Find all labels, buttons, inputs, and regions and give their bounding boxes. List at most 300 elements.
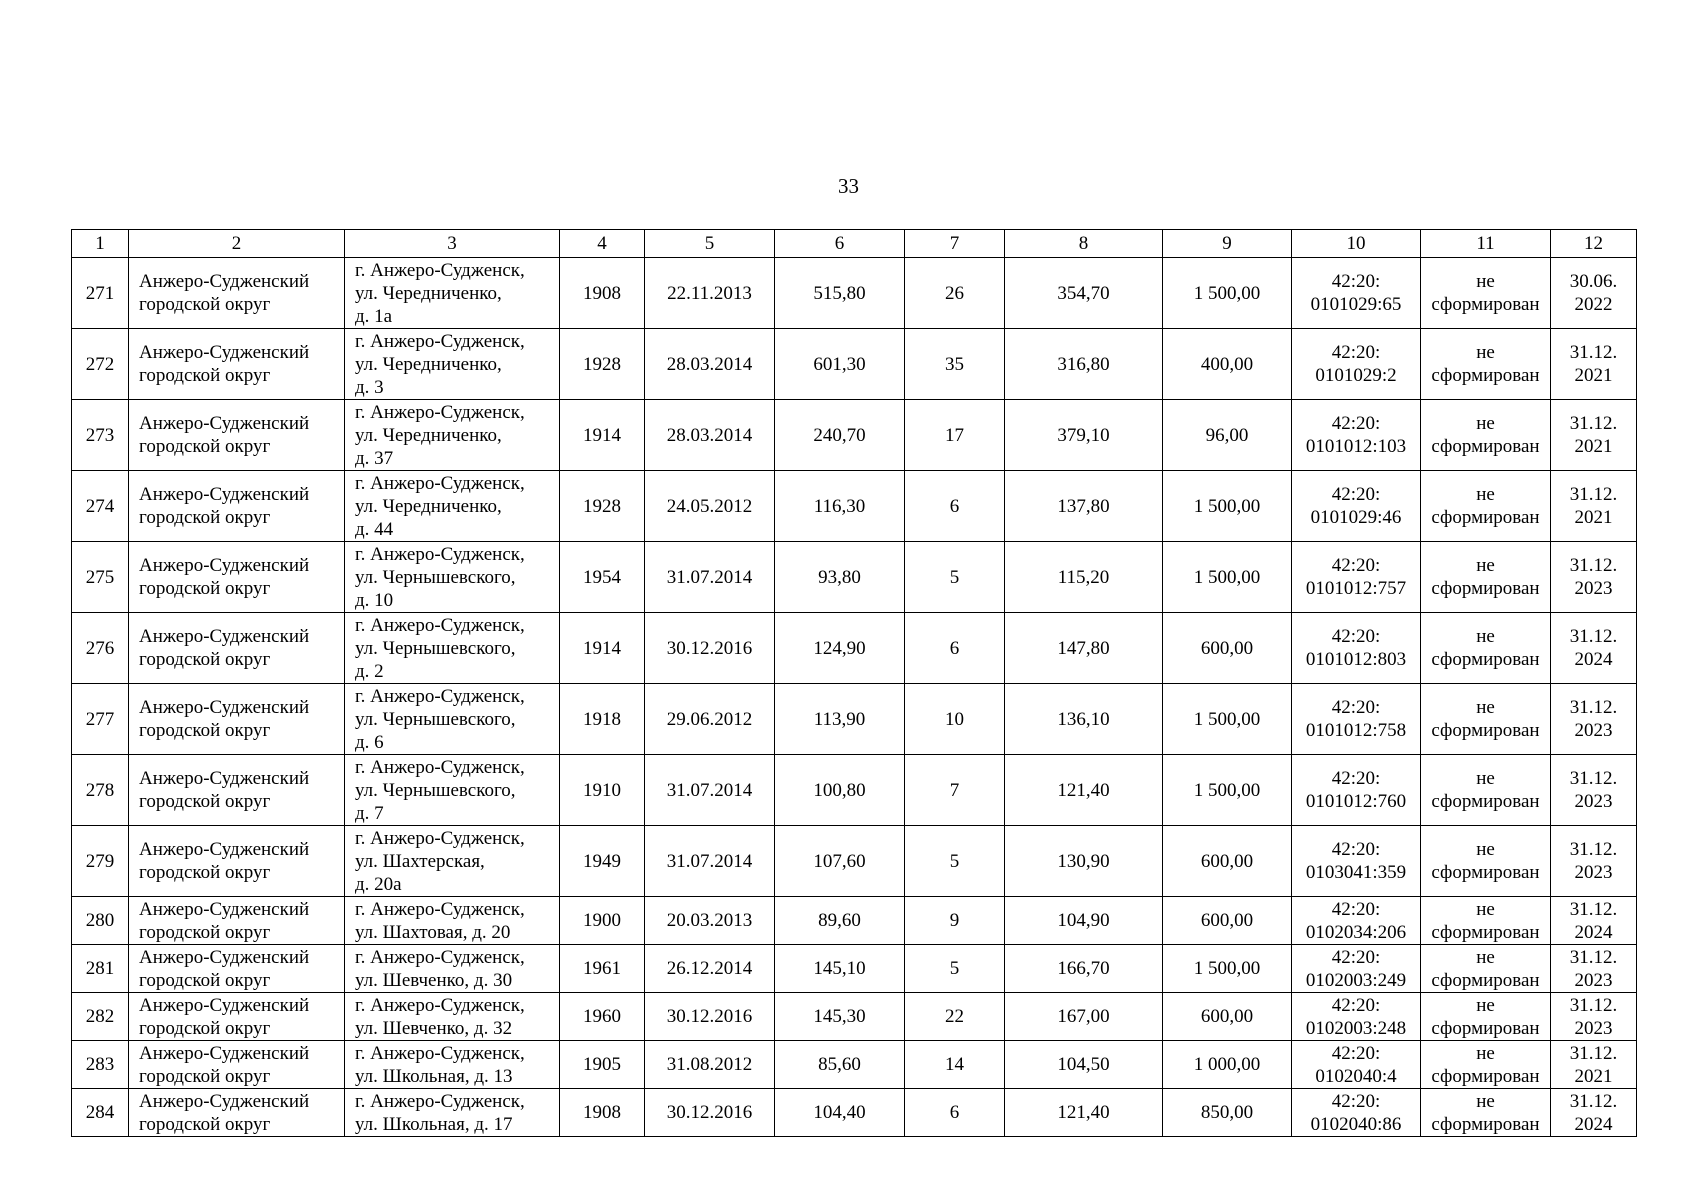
column-number: 3 [345,230,560,258]
cell-address-line: д. 7 [355,802,384,824]
column-number: 12 [1551,230,1637,258]
cell-address-line: ул. Чернышевского, [355,637,516,659]
cell-address-line: ул. Чернышевского, [355,779,516,801]
cell-area: 124,90 [775,613,905,684]
cell-municipality-line: городской округ [139,578,271,599]
cell-status-line: сформирован [1431,294,1540,315]
cell-cadastral-number [1292,684,1421,755]
cell-cadastral-number-line: 0102003:249 [1305,969,1407,991]
cell-status [1421,258,1551,329]
cell-deadline [1551,897,1637,945]
cell-cadastral-number [1292,329,1421,400]
cell-address [345,400,560,471]
cell-address-line: г. Анжеро-Судженск, [355,756,525,778]
cell-municipality-line: городской округ [139,1017,271,1039]
cell-residents: 6 [905,471,1005,542]
cell-cadastral-number-line: 42:20: [1331,946,1381,968]
cell-date: 31.07.2014 [645,826,775,897]
cell-deadline-line: 2021 [1574,1065,1613,1087]
cell-address-line: г. Анжеро-Судженск, [355,685,525,707]
cell-residents: 35 [905,329,1005,400]
cell-cadastral-number-line: 42:20: [1331,898,1381,920]
cell-address [345,897,560,945]
cell-number: 277 [72,684,129,755]
table-row [72,613,1637,684]
cell-address-line: д. 44 [355,518,394,540]
cell-col8: 354,70 [1005,258,1163,329]
cell-address-line: г. Анжеро-Судженск, [355,1090,525,1112]
cell-residents: 6 [905,1089,1005,1137]
cell-municipality [129,258,345,329]
cell-address-line: ул. Школьная, д. 13 [355,1065,513,1087]
cell-cadastral-number-line: 42:20: [1331,839,1381,860]
cell-address-line: д. 2 [355,660,384,682]
cell-col9: 1 500,00 [1163,684,1292,755]
cell-deadline-line: 2023 [1574,578,1613,599]
cell-cadastral-number-line: 0102040:4 [1315,1065,1397,1087]
cell-date: 28.03.2014 [645,329,775,400]
cell-status [1421,1041,1551,1089]
cell-cadastral-number [1292,993,1421,1041]
cell-cadastral-number-line: 42:20: [1331,1090,1381,1112]
cell-number: 274 [72,471,129,542]
cell-municipality-line: городской округ [139,1065,271,1087]
cell-address-line: ул. Чередниченко, [355,353,502,375]
table-row [72,542,1637,613]
cell-residents: 22 [905,993,1005,1041]
housing-registry-table [71,229,1637,1137]
cell-status [1421,1089,1551,1137]
cell-status-line: не [1476,768,1495,789]
table-row [72,826,1637,897]
cell-date: 26.12.2014 [645,945,775,993]
cell-deadline-line: 2023 [1574,720,1613,741]
cell-residents: 17 [905,400,1005,471]
cell-number: 273 [72,400,129,471]
cell-col9: 600,00 [1163,826,1292,897]
cell-cadastral-number [1292,1089,1421,1137]
cell-year: 1900 [560,897,645,945]
cell-number: 281 [72,945,129,993]
cell-cadastral-number-line: 0102040:86 [1310,1113,1402,1135]
cell-status-line: сформирован [1431,791,1540,812]
cell-area: 100,80 [775,755,905,826]
cell-cadastral-number-line: 42:20: [1331,413,1381,434]
cell-cadastral-number [1292,1041,1421,1089]
cell-deadline-line: 2022 [1574,294,1613,315]
cell-cadastral-number-line: 0101012:803 [1305,649,1407,670]
cell-cadastral-number-line: 42:20: [1331,626,1381,647]
cell-status [1421,471,1551,542]
cell-deadline [1551,1089,1637,1137]
cell-municipality-line: городской округ [139,365,271,386]
cell-address [345,826,560,897]
cell-deadline-line: 31.12. [1569,697,1618,718]
cell-deadline-line: 2023 [1574,791,1613,812]
cell-area: 601,30 [775,329,905,400]
cell-deadline [1551,945,1637,993]
cell-address-line: г. Анжеро-Судженск, [355,330,525,352]
cell-municipality-line: Анжеро-Судженский [139,626,310,647]
cell-municipality-line: Анжеро-Судженский [139,1042,310,1064]
table-row [72,471,1637,542]
cell-deadline-line: 30.06. [1569,271,1618,292]
cell-cadastral-number [1292,755,1421,826]
table-row [72,897,1637,945]
cell-municipality-line: городской округ [139,507,271,528]
cell-area: 113,90 [775,684,905,755]
cell-col9: 1 500,00 [1163,755,1292,826]
cell-municipality [129,471,345,542]
cell-municipality-line: городской округ [139,436,271,457]
cell-deadline-line: 31.12. [1569,946,1618,968]
cell-number: 278 [72,755,129,826]
cell-status [1421,613,1551,684]
cell-address-line: д. 10 [355,589,394,611]
cell-deadline-line: 2023 [1574,969,1613,991]
cell-address-line: г. Анжеро-Судженск, [355,827,525,849]
cell-address [345,542,560,613]
cell-municipality-line: Анжеро-Судженский [139,555,310,576]
cell-municipality [129,329,345,400]
cell-municipality-line: Анжеро-Судженский [139,484,310,505]
cell-municipality-line: Анжеро-Судженский [139,898,310,920]
cell-deadline [1551,755,1637,826]
cell-deadline-line: 31.12. [1569,839,1618,860]
cell-residents: 14 [905,1041,1005,1089]
cell-number: 272 [72,329,129,400]
cell-address-line: г. Анжеро-Судженск, [355,994,525,1016]
cell-date: 30.12.2016 [645,613,775,684]
cell-date: 28.03.2014 [645,400,775,471]
cell-date: 20.03.2013 [645,897,775,945]
cell-address-line: ул. Чернышевского, [355,566,516,588]
cell-number: 279 [72,826,129,897]
cell-status-line: не [1476,271,1495,292]
cell-municipality [129,945,345,993]
cell-date: 31.08.2012 [645,1041,775,1089]
cell-deadline [1551,993,1637,1041]
cell-year: 1960 [560,993,645,1041]
cell-address-line: ул. Чернышевского, [355,708,516,730]
cell-address-line: ул. Шахтовая, д. 20 [355,921,511,943]
cell-col9: 1 500,00 [1163,471,1292,542]
cell-municipality-line: городской округ [139,294,271,315]
cell-cadastral-number [1292,258,1421,329]
table-row [72,1041,1637,1089]
column-number: 11 [1421,230,1551,258]
cell-address-line: д. 6 [355,731,384,753]
cell-date: 30.12.2016 [645,993,775,1041]
cell-address [345,945,560,993]
cell-municipality-line: Анжеро-Судженский [139,1090,310,1112]
cell-municipality-line: Анжеро-Судженский [139,271,310,292]
cell-residents: 10 [905,684,1005,755]
cell-status [1421,945,1551,993]
cell-address-line: ул. Чередниченко, [355,495,502,517]
cell-municipality [129,993,345,1041]
cell-deadline [1551,684,1637,755]
cell-deadline-line: 2024 [1574,1113,1613,1135]
cell-deadline [1551,826,1637,897]
table-row [72,329,1637,400]
table-row [72,258,1637,329]
cell-area: 89,60 [775,897,905,945]
cell-address [345,755,560,826]
cell-deadline-line: 31.12. [1569,413,1618,434]
cell-deadline-line: 31.12. [1569,555,1618,576]
cell-address-line: г. Анжеро-Судженск, [355,946,525,968]
cell-municipality-line: Анжеро-Судженский [139,839,310,860]
cell-col8: 137,80 [1005,471,1163,542]
cell-year: 1918 [560,684,645,755]
cell-col8: 166,70 [1005,945,1163,993]
cell-address-line: д. 37 [355,447,394,469]
cell-status-line: сформирован [1431,1065,1540,1087]
cell-cadastral-number-line: 0102034:206 [1305,921,1407,943]
cell-number: 283 [72,1041,129,1089]
cell-municipality [129,1041,345,1089]
cell-cadastral-number-line: 42:20: [1331,484,1381,505]
cell-cadastral-number-line: 0101029:46 [1310,507,1402,528]
cell-date: 24.05.2012 [645,471,775,542]
cell-cadastral-number [1292,897,1421,945]
table-row [72,945,1637,993]
cell-year: 1905 [560,1041,645,1089]
cell-cadastral-number-line: 42:20: [1331,271,1381,292]
cell-municipality-line: Анжеро-Судженский [139,342,310,363]
cell-address-line: ул. Чередниченко, [355,282,502,304]
cell-area: 145,30 [775,993,905,1041]
cell-cadastral-number-line: 0101012:757 [1305,578,1407,599]
cell-status-line: сформирован [1431,969,1540,991]
cell-address [345,993,560,1041]
cell-cadastral-number [1292,542,1421,613]
cell-status [1421,329,1551,400]
cell-municipality-line: городской округ [139,969,271,991]
cell-col9: 1 000,00 [1163,1041,1292,1089]
cell-col9: 1 500,00 [1163,542,1292,613]
cell-address-line: г. Анжеро-Судженск, [355,1042,525,1064]
cell-address-line: ул. Шахтерская, [355,850,485,872]
cell-residents: 26 [905,258,1005,329]
cell-address-line: г. Анжеро-Судженск, [355,472,525,494]
cell-deadline [1551,329,1637,400]
cell-year: 1928 [560,471,645,542]
cell-address [345,1089,560,1137]
cell-cadastral-number-line: 42:20: [1331,697,1381,718]
cell-address-line: д. 1а [355,305,393,327]
cell-status-line: не [1476,839,1495,860]
cell-col9: 850,00 [1163,1089,1292,1137]
cell-cadastral-number-line: 42:20: [1331,768,1381,789]
cell-number: 276 [72,613,129,684]
cell-municipality-line: городской округ [139,1113,271,1135]
cell-col8: 121,40 [1005,755,1163,826]
cell-deadline-line: 31.12. [1569,626,1618,647]
cell-residents: 5 [905,945,1005,993]
cell-cadastral-number-line: 0101029:2 [1315,365,1397,386]
cell-col8: 104,50 [1005,1041,1163,1089]
cell-municipality-line: городской округ [139,649,271,670]
cell-cadastral-number [1292,471,1421,542]
cell-area: 104,40 [775,1089,905,1137]
cell-deadline [1551,258,1637,329]
cell-number: 282 [72,993,129,1041]
cell-deadline-line: 2023 [1574,862,1613,883]
cell-col8: 379,10 [1005,400,1163,471]
cell-status-line: сформирован [1431,1113,1540,1135]
cell-cadastral-number-line: 0101012:758 [1305,720,1407,741]
table-row [72,400,1637,471]
cell-municipality [129,897,345,945]
cell-municipality-line: Анжеро-Судженский [139,768,310,789]
cell-status [1421,755,1551,826]
cell-status-line: сформирован [1431,649,1540,670]
cell-deadline-line: 31.12. [1569,1090,1618,1112]
cell-status-line: не [1476,484,1495,505]
cell-status-line: сформирован [1431,578,1540,599]
cell-status-line: не [1476,626,1495,647]
cell-area: 515,80 [775,258,905,329]
cell-residents: 5 [905,542,1005,613]
column-number: 6 [775,230,905,258]
cell-address-line: г. Анжеро-Судженск, [355,898,525,920]
cell-deadline-line: 2021 [1574,507,1613,528]
cell-cadastral-number [1292,613,1421,684]
cell-number: 271 [72,258,129,329]
cell-col8: 167,00 [1005,993,1163,1041]
cell-status-line: сформирован [1431,862,1540,883]
cell-cadastral-number [1292,400,1421,471]
cell-municipality [129,1089,345,1137]
table-row [72,993,1637,1041]
cell-year: 1954 [560,542,645,613]
cell-address-line: д. 3 [355,376,384,398]
cell-status-line: сформирован [1431,365,1540,386]
cell-status-line: не [1476,1090,1495,1112]
cell-year: 1961 [560,945,645,993]
cell-deadline-line: 2024 [1574,649,1613,670]
cell-status-line: не [1476,342,1495,363]
cell-status-line: сформирован [1431,436,1540,457]
cell-status-line: не [1476,555,1495,576]
cell-cadastral-number [1292,945,1421,993]
cell-area: 107,60 [775,826,905,897]
cell-deadline-line: 31.12. [1569,342,1618,363]
cell-municipality-line: Анжеро-Судженский [139,994,310,1016]
cell-deadline-line: 31.12. [1569,768,1618,789]
cell-municipality [129,755,345,826]
cell-deadline-line: 2024 [1574,921,1613,943]
cell-cadastral-number-line: 0101012:103 [1305,436,1407,457]
column-number: 1 [72,230,129,258]
cell-municipality-line: Анжеро-Судженский [139,413,310,434]
cell-status [1421,826,1551,897]
cell-year: 1949 [560,826,645,897]
cell-deadline [1551,471,1637,542]
cell-address [345,471,560,542]
cell-deadline-line: 2021 [1574,436,1613,457]
cell-col8: 147,80 [1005,613,1163,684]
cell-cadastral-number [1292,826,1421,897]
column-number: 8 [1005,230,1163,258]
cell-year: 1914 [560,400,645,471]
cell-status [1421,542,1551,613]
cell-cadastral-number-line: 42:20: [1331,342,1381,363]
cell-residents: 9 [905,897,1005,945]
cell-status-line: сформирован [1431,1017,1540,1039]
cell-col8: 316,80 [1005,329,1163,400]
cell-address-line: г. Анжеро-Судженск, [355,259,525,281]
cell-municipality-line: городской округ [139,791,271,812]
cell-deadline [1551,400,1637,471]
cell-col9: 1 500,00 [1163,945,1292,993]
cell-address [345,684,560,755]
cell-status-line: не [1476,413,1495,434]
cell-col9: 1 500,00 [1163,258,1292,329]
cell-col9: 600,00 [1163,897,1292,945]
cell-date: 31.07.2014 [645,542,775,613]
cell-cadastral-number-line: 0101029:65 [1310,294,1402,315]
cell-municipality-line: городской округ [139,921,271,943]
cell-address-line: ул. Шевченко, д. 32 [355,1017,513,1039]
cell-date: 31.07.2014 [645,755,775,826]
cell-date: 29.06.2012 [645,684,775,755]
cell-area: 116,30 [775,471,905,542]
cell-address-line: г. Анжеро-Судженск, [355,614,525,636]
cell-col9: 400,00 [1163,329,1292,400]
cell-status-line: сформирован [1431,921,1540,943]
cell-residents: 5 [905,826,1005,897]
cell-status-line: не [1476,898,1495,920]
table-row [72,684,1637,755]
column-number: 7 [905,230,1005,258]
cell-municipality [129,826,345,897]
cell-status [1421,684,1551,755]
cell-municipality-line: Анжеро-Судженский [139,697,310,718]
cell-status [1421,400,1551,471]
cell-year: 1910 [560,755,645,826]
cell-cadastral-number-line: 0102003:248 [1305,1017,1407,1039]
cell-cadastral-number-line: 42:20: [1331,994,1381,1016]
cell-municipality [129,400,345,471]
cell-address-line: д. 20а [355,873,402,895]
cell-municipality-line: городской округ [139,862,271,883]
column-number: 4 [560,230,645,258]
cell-cadastral-number-line: 42:20: [1331,1042,1381,1064]
cell-date: 22.11.2013 [645,258,775,329]
cell-number: 280 [72,897,129,945]
cell-deadline-line: 2021 [1574,365,1613,386]
cell-address [345,1041,560,1089]
cell-deadline [1551,613,1637,684]
cell-address-line: ул. Школьная, д. 17 [355,1113,513,1135]
table-row [72,1089,1637,1137]
cell-municipality [129,542,345,613]
cell-col8: 104,90 [1005,897,1163,945]
cell-municipality-line: городской округ [139,720,271,741]
column-number: 2 [129,230,345,258]
cell-address [345,329,560,400]
cell-area: 85,60 [775,1041,905,1089]
cell-municipality [129,613,345,684]
cell-address-line: ул. Чередниченко, [355,424,502,446]
cell-col8: 115,20 [1005,542,1163,613]
cell-col8: 130,90 [1005,826,1163,897]
column-number: 10 [1292,230,1421,258]
cell-col9: 600,00 [1163,993,1292,1041]
